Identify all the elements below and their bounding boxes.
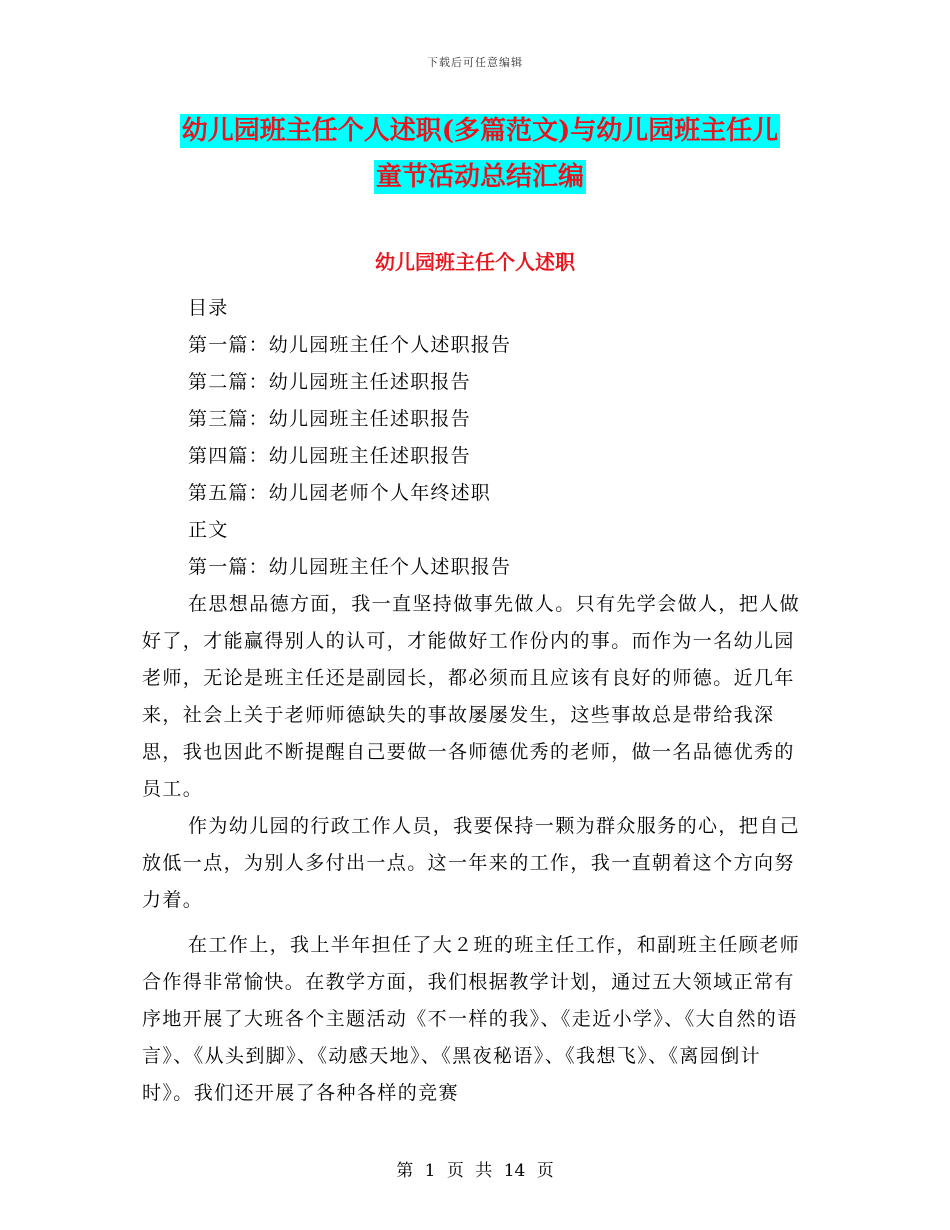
body-paragraph: 作为幼儿园的行政工作人员，我要保持一颗为群众服务的心，把自己放低一点，为别人多付出一点。这一年来的工作，我一直朝着这个方向努力着。 <box>142 815 801 911</box>
section-title: 幼儿园班主任个人述职 <box>375 250 575 274</box>
toc-item: 第四篇：幼儿园班主任述职报告 <box>188 445 471 467</box>
toc-heading: 目录 <box>188 297 229 319</box>
document-body <box>142 290 802 1112</box>
page-header-note: 下载后可任意编辑 <box>427 56 523 69</box>
toc-item: 第二篇：幼儿园班主任述职报告 <box>188 371 471 393</box>
chapter-heading: 第一篇：幼儿园班主任个人述职报告 <box>188 556 512 578</box>
body-paragraph: 在思想品德方面，我一直坚持做事先做人。只有先学会做人，把人做好了，才能赢得别人的认可，才能做好工作份内的事。而作为一名幼儿园老师，无论是班主任还是副园长，都必须而且应该有良好的师德。近几年来，社会上关于老师师德缺失的事故屡屡发生，这些事故总是带给我深思，我也因此不断提醒自己要做一各师德优秀的老师，做一名品德优秀的员工。 <box>142 593 801 800</box>
body-heading: 正文 <box>188 519 229 541</box>
document-title-line-1: 幼儿园班主任个人述职(多篇范文)与幼儿园班主任儿 <box>181 116 779 146</box>
page-footer: 第 1 页 共 14 页 <box>396 1161 554 1181</box>
toc-item: 第一篇：幼儿园班主任个人述职报告 <box>188 334 512 356</box>
toc-item: 第五篇：幼儿园老师个人年终述职 <box>188 482 492 504</box>
toc-item: 第三篇：幼儿园班主任述职报告 <box>188 408 471 430</box>
body-paragraph: 在工作上，我上半年担任了大２班的班主任工作，和副班主任顾老师合作得非常愉快。在教学方面，我们根据教学计划，通过五大领域正常有序地开展了大班各个主题活动《不一样的我》、《走近小学》、《大自然的语言》、《从头到脚》、《动感天地》、《黑夜秘语》、《我想飞》、《离园倒计时》。我们还开展了各种各样的竞赛 <box>142 934 801 1104</box>
document-title-line-2: 童节活动总结汇编 <box>375 162 584 192</box>
document-title <box>150 108 810 200</box>
